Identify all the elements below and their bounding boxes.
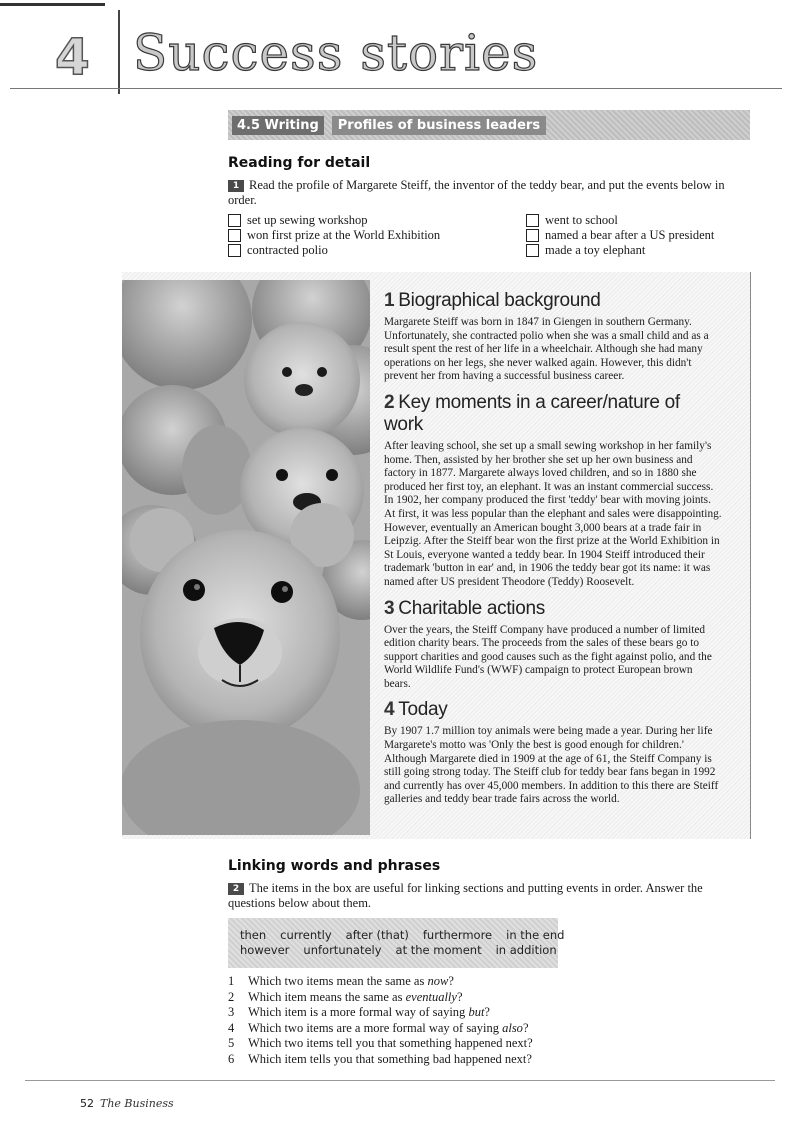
checkbox[interactable] [526, 244, 539, 257]
reading-instruction-block [228, 178, 748, 208]
checkbox[interactable] [228, 229, 241, 242]
checkbox[interactable] [526, 229, 539, 242]
section-heading [384, 699, 722, 721]
event-item [526, 228, 756, 243]
page-number: 52 [80, 1097, 94, 1110]
question-end: ? [484, 1005, 490, 1019]
profile-section [384, 290, 722, 384]
unit-number: 4 [55, 28, 91, 86]
question-text: Which two items mean the same as [248, 974, 428, 988]
profile-text [384, 290, 722, 815]
event-label: contracted polio [247, 243, 328, 257]
profile-section [384, 392, 722, 590]
question-end: ? [522, 1020, 529, 1035]
section-heading [384, 598, 722, 620]
question-number: 3 [228, 1005, 235, 1019]
section-banner [228, 110, 750, 140]
exercise-number-badge: 1 [228, 180, 244, 192]
word-item: then [240, 928, 267, 942]
word-item: furthermore [422, 928, 493, 942]
question-number: 6 [228, 1051, 235, 1066]
linking-instruction-block [228, 881, 748, 911]
linking-heading: Linking words and phrases [228, 858, 441, 874]
question-item [228, 990, 748, 1006]
question-emphasis: also [502, 1020, 523, 1035]
unit-divider [118, 10, 120, 94]
event-item [526, 243, 756, 258]
checkbox[interactable] [228, 244, 241, 257]
question-number: 2 [228, 989, 235, 1004]
section-number: 2 [384, 391, 395, 413]
word-item: at the moment [395, 943, 482, 957]
question-item [228, 974, 748, 990]
section-title: Today [398, 699, 448, 721]
profile-section [384, 699, 722, 807]
checkbox[interactable] [526, 214, 539, 227]
event-item [228, 228, 526, 243]
question-number: 4 [228, 1020, 235, 1035]
section-heading [384, 290, 722, 312]
word-item: currently [280, 928, 332, 942]
banner-title: Profiles of business leaders [332, 116, 546, 135]
events-list [228, 213, 756, 258]
top-rule [0, 3, 105, 6]
question-item [228, 1021, 748, 1037]
questions-list [228, 974, 748, 1067]
event-label: won first prize at the World Exhibition [247, 228, 441, 242]
section-body: Margarete Steiff was born in 1847 in Giengen in southern Germany. Unfortunately, she contracted polio when she was a small child and as a result spent the rest of her life in a wheelchair. Although she had many operations on her legs, she never walked again. However, this didn't prevent her from having a successful business career. [384, 316, 709, 383]
event-label: named a bear after a US president [545, 228, 715, 242]
section-number: 3 [384, 597, 395, 619]
question-item [228, 1005, 748, 1021]
question-text: Which item tells you that something bad happened next? [248, 1051, 532, 1066]
question-text: Which two items are a more formal way of saying [248, 1020, 503, 1035]
section-body: By 1907 1.7 million toy animals were being made a year. During her life Margarete's motto was 'Only the best is good enough for children.' Although Margarete died in 1909 at the age of 61, the Steiff Company is still going strong today. The Steiff club for teddy bear fans began in 1992 and currently has over 45,000 members. In addition to this there are Steiff galleries and teddy bear trade fairs across the world. [384, 725, 719, 806]
page-footer [80, 1097, 174, 1110]
section-number: 1 [384, 290, 395, 311]
banner-tag: 4.5 Writing [232, 116, 324, 135]
word-box [228, 918, 565, 968]
word-item: unfortunately [303, 943, 382, 957]
question-text: Which two items tell you that something happened next? [248, 1036, 533, 1050]
word-item: however [240, 943, 290, 957]
question-item [228, 1036, 748, 1052]
section-title: Charitable actions [398, 597, 545, 619]
word-item: after (that) [345, 928, 409, 942]
question-text: Which item is a more formal way of saying [248, 1005, 469, 1019]
section-title: Biographical background [398, 290, 601, 311]
exercise-number-badge: 2 [228, 883, 244, 895]
section-body: Over the years, the Steiff Company have produced a number of limited edition charity bears. The proceeds from the sales of these bears go to support charities and good causes such as the fight against polio, and the World Wildlife Fund's (WWF) campaign to protect European brown bears. [384, 623, 712, 690]
teddy-bears-photo [122, 280, 370, 835]
book-brand: The Business [100, 1097, 174, 1110]
question-end: ? [448, 974, 454, 988]
event-label: went to school [545, 213, 618, 227]
event-label: made a toy elephant [545, 243, 646, 257]
question-item [228, 1052, 748, 1068]
question-emphasis: eventually [405, 989, 457, 1004]
section-body: After leaving school, she set up a small sewing workshop in her family's home. Then, assisted by her brother she set up her own business and factory in 1877. Margarete always loved children, and so in 1880 she produced her first toy, an elephant. It was an instant commercial success. In 1902, her company produced the first 'teddy' bear with moving joints. At first, it was less popular than the elephant and sales were disappointing. However, eventually an American bought 3,000 bears at a trade fair in Leipzig. After the Steiff bear won the first prize at the World Exhibition in St Louis, everyone wanted a teddy bear. In 1904 Steiff introduced their trademark 'button in ear' and, in 1906 the teddy bear got its name: it was named after US president Theodore (Teddy) Roosevelt. [384, 439, 722, 588]
event-item [228, 243, 526, 258]
unit-title: Success stories [133, 24, 539, 82]
event-item [526, 213, 756, 228]
word-item: in the end [506, 928, 565, 942]
section-heading [384, 392, 722, 436]
question-emphasis: now [427, 974, 449, 988]
footer-rule [25, 1080, 775, 1081]
reading-instruction: Read the profile of Margarete Steiff, the inventor of the teddy bear, and put the events below in order. [228, 178, 725, 207]
section-title: Key moments in a career/nature of work [384, 391, 680, 435]
header-rule [10, 88, 782, 89]
linking-instruction: The items in the box are useful for linking sections and putting events in order. Answer the questions below about them. [228, 881, 703, 910]
profile-section [384, 598, 722, 692]
question-number: 1 [228, 974, 235, 988]
event-label: set up sewing workshop [247, 213, 368, 227]
word-item: in addition [495, 943, 557, 957]
reading-heading: Reading for detail [228, 155, 371, 171]
checkbox[interactable] [228, 214, 241, 227]
section-number: 4 [384, 699, 395, 721]
question-emphasis: but [468, 1005, 485, 1019]
question-text: Which item means the same as [248, 989, 406, 1004]
question-end: ? [456, 989, 463, 1004]
question-number: 5 [228, 1036, 235, 1050]
event-item [228, 213, 526, 228]
